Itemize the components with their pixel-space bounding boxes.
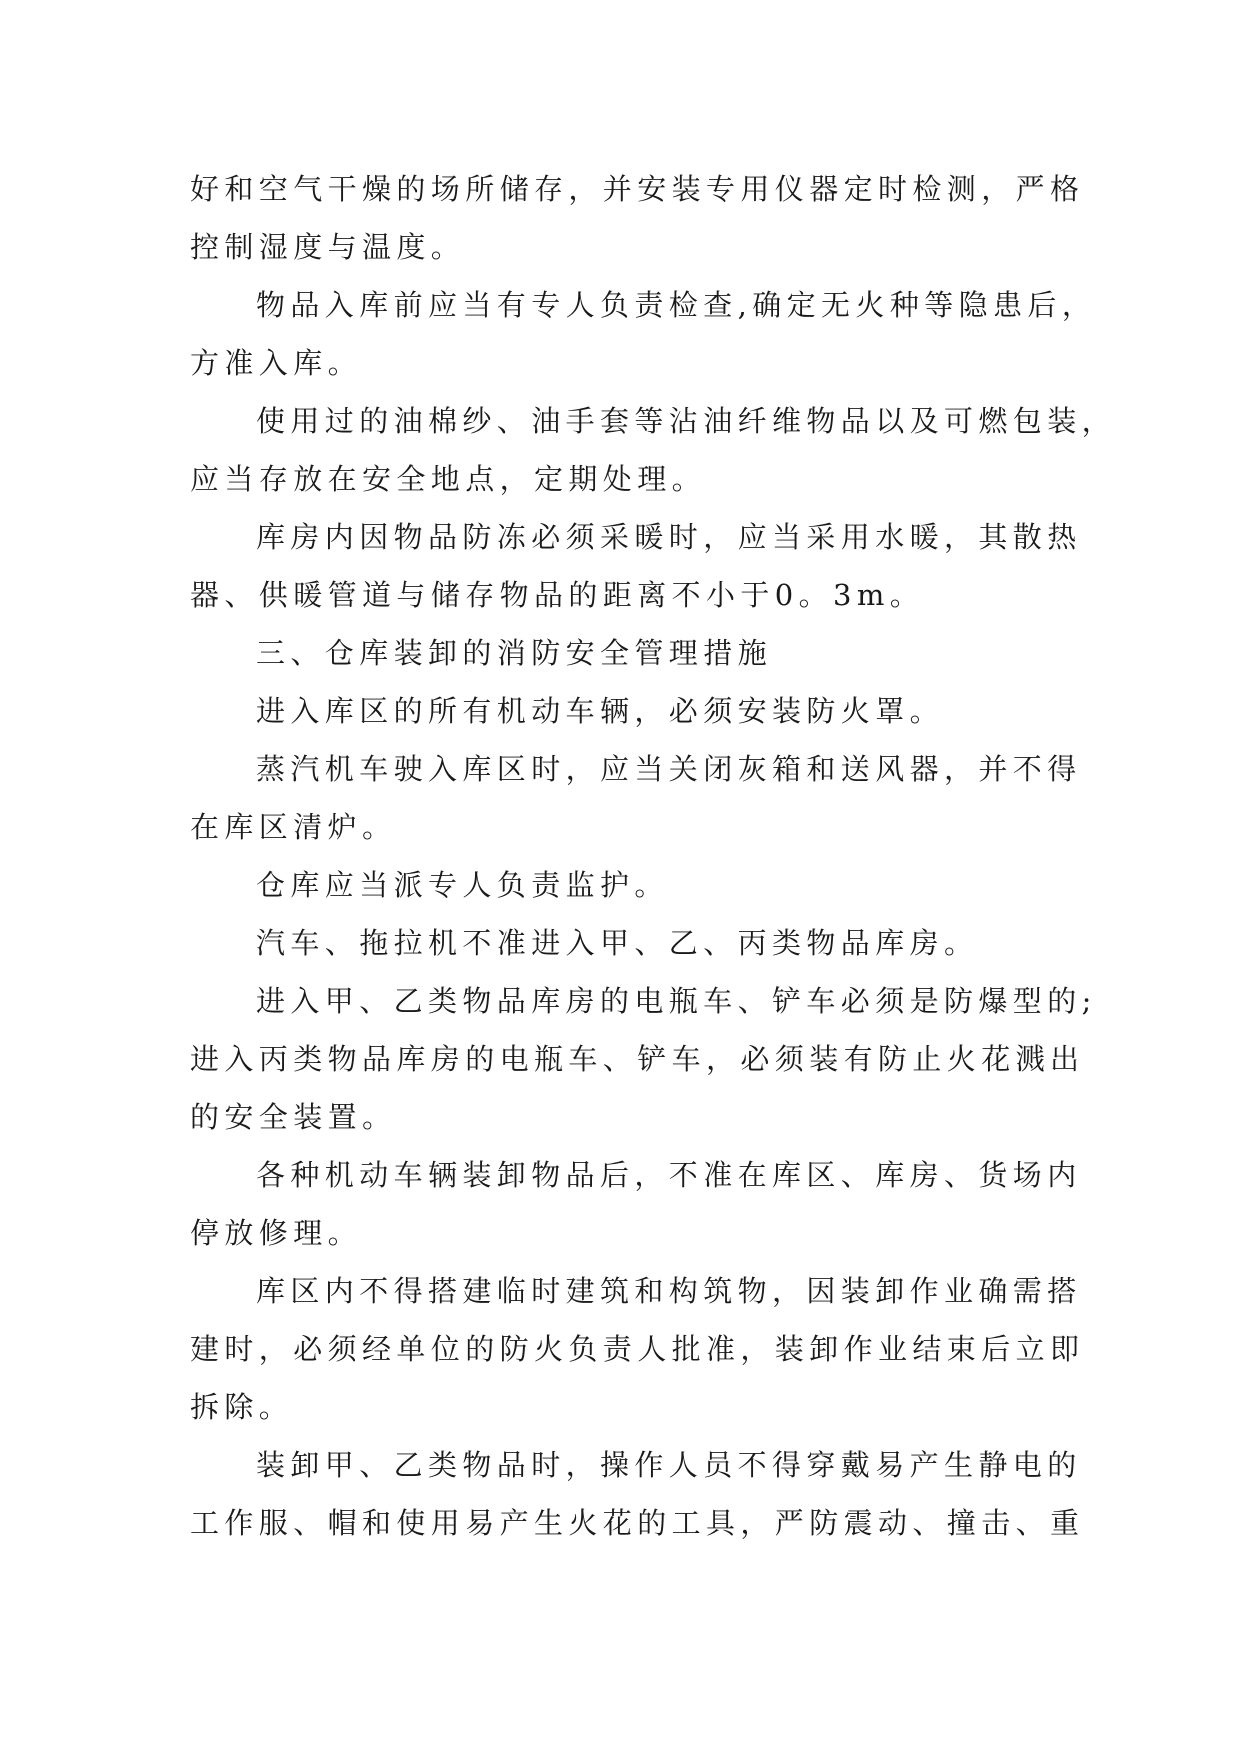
text-line: 库区内不得搭建临时建筑和构筑物，因装卸作业确需搭 — [256, 1274, 1082, 1308]
text-line: 进入丙类物品库房的电瓶车、铲车，必须装有防止火花溅出 — [190, 1042, 1085, 1076]
section-heading: 三、仓库装卸的消防安全管理措施 — [256, 636, 773, 670]
text-line: 工作服、帽和使用易产生火花的工具，严防震动、撞击、重 — [190, 1506, 1085, 1540]
text-line: 好和空气干燥的场所储存，并安装专用仪器定时检测，严格 — [190, 172, 1085, 206]
text-line: 物品入库前应当有专人负责检查,确定无火种等隐患后， — [256, 288, 1097, 322]
text-line: 停放修理。 — [190, 1216, 363, 1250]
text-line: 在库区清炉。 — [190, 810, 397, 844]
text-line: 装卸甲、乙类物品时，操作人员不得穿戴易产生静电的 — [256, 1448, 1082, 1482]
text-line: 蒸汽机车驶入库区时，应当关闭灰箱和送风器，并不得 — [256, 752, 1082, 786]
text-line: 控制湿度与温度。 — [190, 230, 466, 264]
text-line: 汽车、拖拉机不准进入甲、乙、丙类物品库房。 — [256, 926, 979, 960]
text-line: 进入甲、乙类物品库房的电瓶车、铲车必须是防爆型的; — [256, 984, 1097, 1018]
text-line: 建时，必须经单位的防火负责人批准，装卸作业结束后立即 — [190, 1332, 1085, 1366]
text-line: 使用过的油棉纱、油手套等沾油纤维物品以及可燃包装， — [256, 404, 1117, 438]
text-line: 各种机动车辆装卸物品后，不准在库区、库房、货场内 — [256, 1158, 1082, 1192]
text-line: 应当存放在安全地点，定期处理。 — [190, 462, 707, 496]
text-line: 仓库应当派专人负责监护。 — [256, 868, 669, 902]
text-line: 的安全装置。 — [190, 1100, 397, 1134]
text-line: 拆除。 — [190, 1390, 294, 1424]
text-line: 库房内因物品防冻必须采暖时，应当采用水暖，其散热 — [256, 520, 1082, 554]
text-line: 方准入库。 — [190, 346, 363, 380]
text-line: 进入库区的所有机动车辆，必须安装防火罩。 — [256, 694, 945, 728]
text-line: 器、供暖管道与储存物品的距离不小于0。3m。 — [190, 578, 925, 612]
